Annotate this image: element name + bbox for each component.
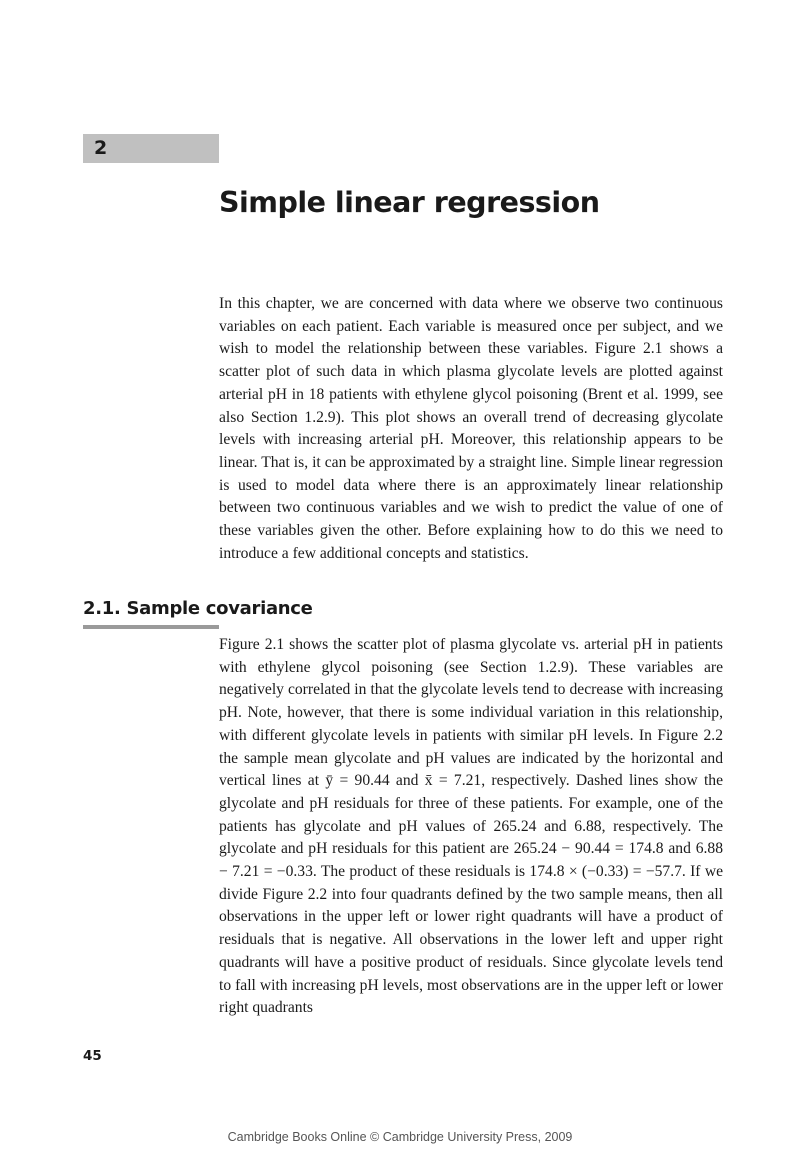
footer-copyright: Cambridge Books Online © Cambridge University Press, 2009 <box>227 1130 573 1144</box>
page-number: 45 <box>83 1048 102 1064</box>
chapter-number-box <box>83 134 219 163</box>
section-heading-rule <box>83 625 219 629</box>
section-paragraph: Figure 2.1 shows the scatter plot of plasma glycolate vs. arterial pH in patients with ethylene glycol poisoning (see Section 1.2.9). These variables are negatively correlated in that the glycolate levels tend to decrease with increasing pH. Note, however, that there is some individual variation in this relationship, with different glycolate levels in patients with similar pH levels. In Figure 2.2 the sample mean glycolate and pH values are indicated by the horizontal and vertical lines at ȳ = 90.44 and x̄ = 7.21, respectively. Dashed lines show the glycolate and pH residuals for three of these patients. For example, one of the patients has glycolate and pH values of 265.24 and 6.88, respectively. The glycolate and pH residuals for this patient are 265.24 − 90.44 = 174.8 and 6.88 − 7.21 = −0.33. The product of these residuals is 174.8 × (−0.33) = −57.7. If we divide Figure 2.2 into four quadrants defined by the two sample means, then all observations in the upper left or lower right quadrants will have a product of residuals that is negative. All observations in the lower left and upper right quadrants will have a positive product of residuals. Since glycolate levels tend to fall with increasing pH levels, most observations are in the upper left or lower right quadrants <box>219 636 723 1017</box>
chapter-number: 2 <box>94 137 108 159</box>
intro-paragraph: In this chapter, we are concerned with data where we observe two continuous variables on each patient. Each variable is measured once per subject, and we wish to model the relationship between these variables. Figure 2.1 shows a scatter plot of such data in which plasma glycolate levels are plotted against arterial pH in 18 patients with ethylene glycol poisoning (Brent et al. 1999, see also Section 1.2.9). This plot shows an overall trend of decreasing glycolate levels with increasing arterial pH. Moreover, this relationship appears to be linear. That is, it can be approximated by a straight line. Simple linear regression is used to model data where there is an approximately linear relationship between two continuous variables and we wish to predict the value of one of these variables given the other. Before explaining how to do this we need to introduce a few additional concepts and statistics. <box>219 295 723 562</box>
section-heading: 2.1. Sample covariance <box>83 598 313 619</box>
chapter-title: Simple linear regression <box>219 186 600 219</box>
